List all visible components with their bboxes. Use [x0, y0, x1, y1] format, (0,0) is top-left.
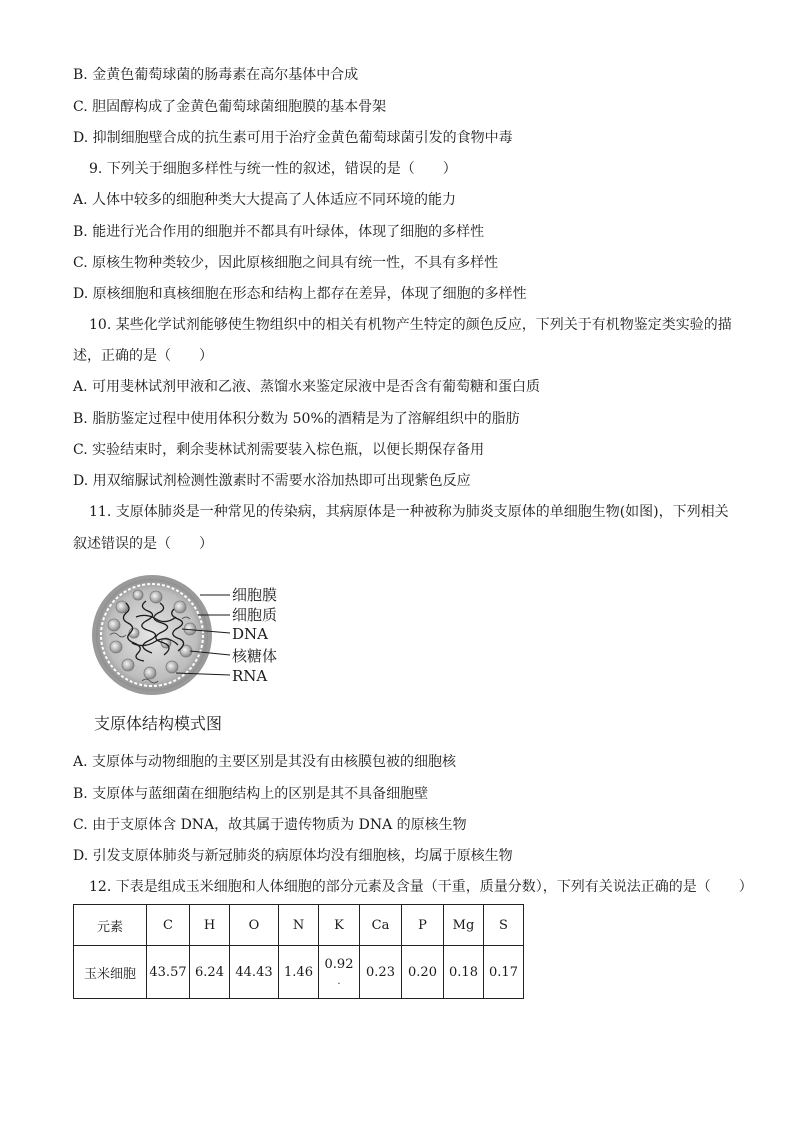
q10-option-c: C. 实验结束时，剩余斐林试剂需要装入棕色瓶，以便长期保存备用 — [73, 442, 485, 458]
header-cell: H — [190, 905, 230, 946]
q11-option-b: B. 支原体与蓝细菌在细胞结构上的区别是其不具备细胞壁 — [73, 786, 429, 802]
header-cell: K — [319, 905, 360, 946]
q9-option-a: A. 人体中较多的细胞种类大大提高了人体适应不同环境的能力 — [73, 192, 457, 208]
q8-option-b: B. 金黄色葡萄球菌的肠毒素在高尔基体中合成 — [73, 67, 359, 83]
label-cytoplasm: 细胞质 — [232, 606, 278, 624]
q9-option-c: C. 原核生物种类较少，因此原核细胞之间具有统一性，不具有多样性 — [73, 255, 499, 271]
q9-option-b: B. 能进行光合作用的细胞并不都具有叶绿体，体现了细胞的多样性 — [73, 224, 485, 240]
row-label-cell: 玉米细胞 — [74, 946, 147, 999]
label-cell-membrane: 细胞膜 — [232, 586, 278, 604]
value-cell: 6.24 — [190, 946, 230, 999]
value-cell: 43.57 — [147, 946, 190, 999]
header-cell: O — [230, 905, 279, 946]
q10-option-d: D. 用双缩脲试剂检测性激素时不需要水浴加热即可出现紫色反应 — [73, 473, 471, 489]
q8-option-c: C. 胆固醇构成了金黄色葡萄球菌细胞膜的基本骨架 — [73, 99, 387, 115]
q11-option-c: C. 由于支原体含 DNA，故其属于遗传物质为 DNA 的原核生物 — [73, 817, 467, 833]
q10-option-b: B. 脂肪鉴定过程中使用体积分数为 50%的酒精是为了溶解组织中的脂肪 — [73, 411, 520, 427]
q11-stem-line1: 11. 支原体肺炎是一种常见的传染病，其病原体是一种被称为肺炎支原体的单细胞生物(如图)，下列相关 — [89, 504, 729, 520]
value-cell: 44.43 — [230, 946, 279, 999]
q12-stem: 12. 下表是组成玉米细胞和人体细胞的部分元素及含量（干重，质量分数），下列有关说法正确的是（ ） — [89, 879, 753, 895]
q10-option-a: A. 可用斐林试剂甲液和乙液、蒸馏水来鉴定尿液中是否含有葡萄糖和蛋白质 — [73, 379, 541, 395]
q8-option-d: D. 抑制细胞壁合成的抗生素可用于治疗金黄色葡萄球菌引发的食物中毒 — [73, 130, 513, 146]
figure-caption: 支原体结构模式图 — [94, 714, 223, 733]
header-cell: C — [147, 905, 190, 946]
q11-option-d: D. 引发支原体肺炎与新冠肺炎的病原体均没有细胞核，均属于原核生物 — [73, 848, 513, 864]
label-ribosome: 核糖体 — [232, 647, 278, 665]
k-value: 0.92 — [324, 956, 354, 972]
q10-stem-line2: 述，正确的是（ ） — [73, 348, 213, 364]
header-cell: S — [484, 905, 524, 946]
header-cell: Mg — [444, 905, 484, 946]
table-header-row — [74, 905, 524, 946]
value-cell: 0.17 — [484, 946, 524, 999]
q11-option-a: A. 支原体与动物细胞的主要区别是其没有由核膜包被的细胞核 — [73, 754, 457, 770]
value-cell: 0.20 — [402, 946, 444, 999]
value-cell-k — [319, 946, 360, 999]
q9-option-d: D. 原核细胞和真核细胞在形态和结构上都存在差异，体现了细胞的多样性 — [73, 286, 527, 302]
q9-stem: 9. 下列关于细胞多样性与统一性的叙述，错误的是（ ） — [89, 161, 457, 177]
header-cell: N — [279, 905, 319, 946]
value-cell: 1.46 — [279, 946, 319, 999]
header-cell: P — [402, 905, 444, 946]
header-cell: Ca — [360, 905, 402, 946]
k-dot-mark: . — [337, 976, 341, 987]
element-content-table — [73, 904, 524, 999]
label-dna: DNA — [232, 625, 268, 643]
label-rna: RNA — [232, 667, 268, 685]
table-row — [74, 946, 524, 999]
value-cell: 0.23 — [360, 946, 402, 999]
q10-stem-line1: 10. 某些化学试剂能够使生物组织中的相关有机物产生特定的颜色反应，下列关于有机物鉴定类实验的描 — [89, 317, 732, 333]
q11-stem-line2: 叙述错误的是（ ） — [73, 536, 213, 552]
header-cell: 元素 — [74, 905, 147, 946]
value-cell: 0.18 — [444, 946, 484, 999]
